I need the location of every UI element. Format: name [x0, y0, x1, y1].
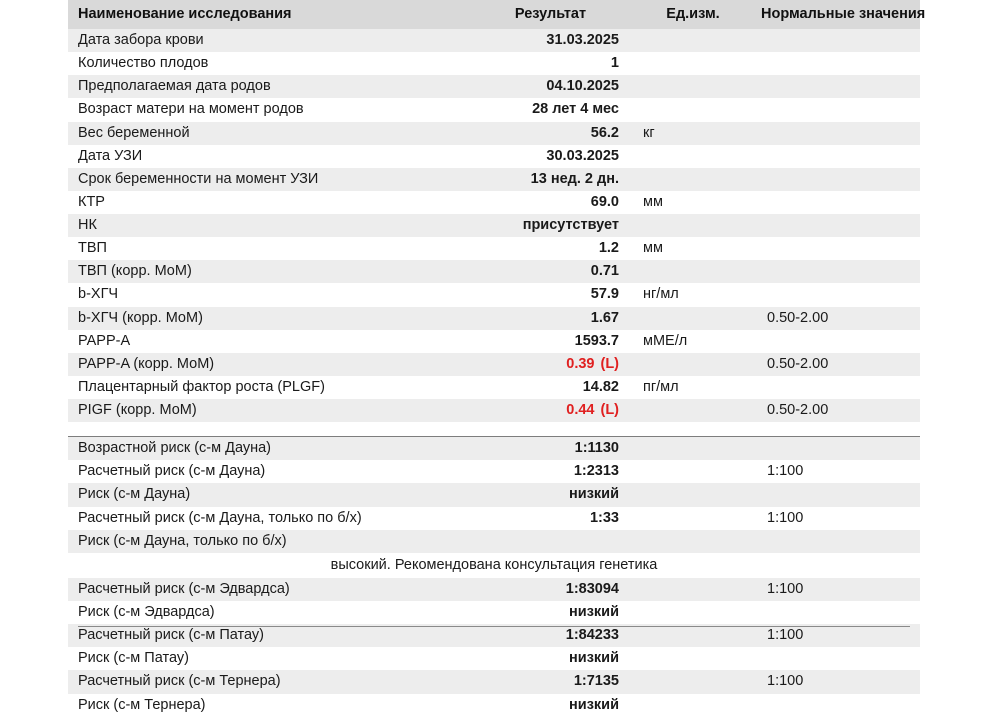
row-result: 57.9	[468, 283, 633, 306]
row-result: 1	[468, 52, 633, 75]
row-result: 13 нед. 2 дн.	[468, 168, 633, 191]
row-result: 1:83094	[468, 578, 633, 601]
table-row	[68, 237, 920, 260]
column-header-result: Результат	[468, 0, 633, 29]
row-normal-range	[753, 437, 920, 461]
row-label: Расчетный риск (с-м Эдвардса)	[68, 578, 468, 601]
row-normal-range: 0.50-2.00	[753, 399, 920, 422]
row-label: Дата УЗИ	[68, 145, 468, 168]
table-row	[68, 647, 920, 670]
abnormal-flag: (L)	[600, 355, 619, 372]
report-sheet	[68, 0, 926, 713]
table-row	[68, 122, 920, 145]
row-unit	[633, 694, 753, 717]
row-label: PAPP-A	[68, 330, 468, 353]
table-row	[68, 437, 920, 461]
table-row	[68, 168, 920, 191]
row-unit	[633, 52, 753, 75]
row-unit	[633, 670, 753, 693]
column-header-norm: Нормальные значения	[753, 0, 920, 29]
row-result: 0.71	[468, 260, 633, 283]
row-result: 14.82	[468, 376, 633, 399]
row-label: Возраст матери на момент родов	[68, 98, 468, 121]
row-label: PIGF (корр. МоМ)	[68, 399, 468, 422]
row-unit	[633, 624, 753, 647]
section-spacer-cell	[68, 422, 920, 436]
row-normal-range	[753, 168, 920, 191]
table-row	[68, 283, 920, 306]
lab-results-table	[68, 0, 926, 717]
row-unit	[633, 399, 753, 422]
row-result: низкий	[468, 483, 633, 506]
row-label: Предполагаемая дата родов	[68, 75, 468, 98]
row-result: 1:33	[468, 507, 633, 530]
table-row	[68, 214, 920, 237]
row-result: 56.2	[468, 122, 633, 145]
table-row	[68, 460, 920, 483]
row-label: Расчетный риск (с-м Дауна, только по б/х)	[68, 507, 468, 530]
table-row	[68, 191, 920, 214]
row-normal-range	[753, 330, 920, 353]
row-normal-range	[753, 260, 920, 283]
row-unit	[633, 601, 753, 624]
row-label: Риск (с-м Дауна)	[68, 483, 468, 506]
table-row	[68, 670, 920, 693]
row-unit: кг	[633, 122, 753, 145]
row-result: 69.0	[468, 191, 633, 214]
row-normal-range: 0.50-2.00	[753, 307, 920, 330]
row-label: Риск (с-м Дауна, только по б/х)	[68, 530, 468, 553]
row-result: присутствует	[468, 214, 633, 237]
row-unit	[633, 507, 753, 530]
row-unit: мм	[633, 191, 753, 214]
row-result-value: 0.44	[566, 402, 595, 418]
row-result	[468, 530, 633, 553]
table-row	[68, 260, 920, 283]
row-label: Расчетный риск (с-м Тернера)	[68, 670, 468, 693]
table-row	[68, 98, 920, 121]
row-normal-range	[753, 530, 920, 553]
table-row	[68, 376, 920, 399]
table-row	[68, 530, 920, 553]
row-unit	[633, 168, 753, 191]
row-normal-range	[753, 122, 920, 145]
row-result: 1.2	[468, 237, 633, 260]
table-row	[68, 507, 920, 530]
row-normal-range: 1:100	[753, 507, 920, 530]
row-label: Риск (с-м Патау)	[68, 647, 468, 670]
row-label: b-ХГЧ (корр. МоМ)	[68, 307, 468, 330]
row-result: 1.67	[468, 307, 633, 330]
table-row	[68, 578, 920, 601]
row-label: b-ХГЧ	[68, 283, 468, 306]
row-unit	[633, 260, 753, 283]
row-normal-range: 1:100	[753, 460, 920, 483]
row-normal-range	[753, 694, 920, 717]
table-body	[68, 29, 920, 717]
row-label: Вес беременной	[68, 122, 468, 145]
row-normal-range	[753, 647, 920, 670]
row-unit	[633, 460, 753, 483]
row-result: 31.03.2025	[468, 29, 633, 52]
row-label: Срок беременности на момент УЗИ	[68, 168, 468, 191]
table-row	[68, 75, 920, 98]
row-unit: мм	[633, 237, 753, 260]
row-unit	[633, 145, 753, 168]
row-result: 28 лет 4 мес	[468, 98, 633, 121]
table-row	[68, 601, 920, 624]
row-label: Плацентарный фактор роста (PLGF)	[68, 376, 468, 399]
row-unit	[633, 437, 753, 461]
column-header-name: Наименование исследования	[68, 0, 468, 29]
row-label: Возрастной риск (с-м Дауна)	[68, 437, 468, 461]
row-normal-range	[753, 376, 920, 399]
table-row	[68, 694, 920, 717]
column-header-unit: Ед.изм.	[633, 0, 753, 29]
row-result: 1:7135	[468, 670, 633, 693]
genetic-consultation-note: высокий. Рекомендована консультация генетика	[68, 553, 920, 578]
row-unit	[633, 578, 753, 601]
row-result-value: 0.39	[566, 355, 595, 372]
row-normal-range	[753, 191, 920, 214]
row-unit	[633, 29, 753, 52]
row-normal-range	[753, 601, 920, 624]
row-normal-range: 1:100	[753, 670, 920, 693]
table-row	[68, 399, 920, 422]
row-normal-range	[753, 283, 920, 306]
row-result: 04.10.2025	[468, 75, 633, 98]
row-result: 1593.7	[468, 330, 633, 353]
table-row	[68, 483, 920, 506]
row-label: Расчетный риск (с-м Патау)	[68, 624, 468, 647]
row-normal-range: 0.50-2.00	[753, 353, 920, 376]
section-spacer	[68, 422, 920, 436]
row-unit	[633, 75, 753, 98]
row-normal-range	[753, 52, 920, 75]
row-normal-range	[753, 29, 920, 52]
row-result: низкий	[468, 694, 633, 717]
row-result: 1:1130	[468, 437, 633, 461]
row-unit	[633, 307, 753, 330]
row-result: низкий	[468, 601, 633, 624]
row-normal-range	[753, 98, 920, 121]
row-result	[468, 353, 633, 376]
table-row	[68, 353, 920, 376]
row-result	[468, 399, 633, 422]
row-normal-range: 1:100	[753, 578, 920, 601]
row-normal-range	[753, 145, 920, 168]
table-row	[68, 29, 920, 52]
row-unit: пг/мл	[633, 376, 753, 399]
row-unit	[633, 647, 753, 670]
table-row	[68, 307, 920, 330]
row-label: PAPP-A (корр. МоМ)	[68, 353, 468, 376]
table-row	[68, 52, 920, 75]
row-normal-range: 1:100	[753, 624, 920, 647]
row-unit	[633, 483, 753, 506]
row-label: Дата забора крови	[68, 29, 468, 52]
row-unit: мМЕ/л	[633, 330, 753, 353]
row-label: ТВП	[68, 237, 468, 260]
row-result: 30.03.2025	[468, 145, 633, 168]
row-label: Расчетный риск (с-м Дауна)	[68, 460, 468, 483]
row-normal-range	[753, 237, 920, 260]
row-unit	[633, 214, 753, 237]
abnormal-flag: (L)	[600, 402, 619, 418]
table-header	[68, 0, 926, 29]
row-unit: нг/мл	[633, 283, 753, 306]
genetic-consultation-note-row	[68, 553, 920, 578]
row-result: 1:2313	[468, 460, 633, 483]
table-row	[68, 145, 920, 168]
row-label: Риск (с-м Тернера)	[68, 694, 468, 717]
row-normal-range	[753, 75, 920, 98]
row-unit	[633, 98, 753, 121]
row-label: КТР	[68, 191, 468, 214]
row-normal-range	[753, 483, 920, 506]
row-normal-range	[753, 214, 920, 237]
row-result: 1:84233	[468, 624, 633, 647]
row-result: низкий	[468, 647, 633, 670]
row-label: Риск (с-м Эдвардса)	[68, 601, 468, 624]
footer-rule	[78, 626, 910, 627]
table-row	[68, 624, 920, 647]
row-unit	[633, 530, 753, 553]
table-header-row	[68, 0, 920, 29]
row-unit	[633, 353, 753, 376]
row-label: ТВП (корр. МоМ)	[68, 260, 468, 283]
row-label: Количество плодов	[68, 52, 468, 75]
row-label: НК	[68, 214, 468, 237]
table-row	[68, 330, 920, 353]
